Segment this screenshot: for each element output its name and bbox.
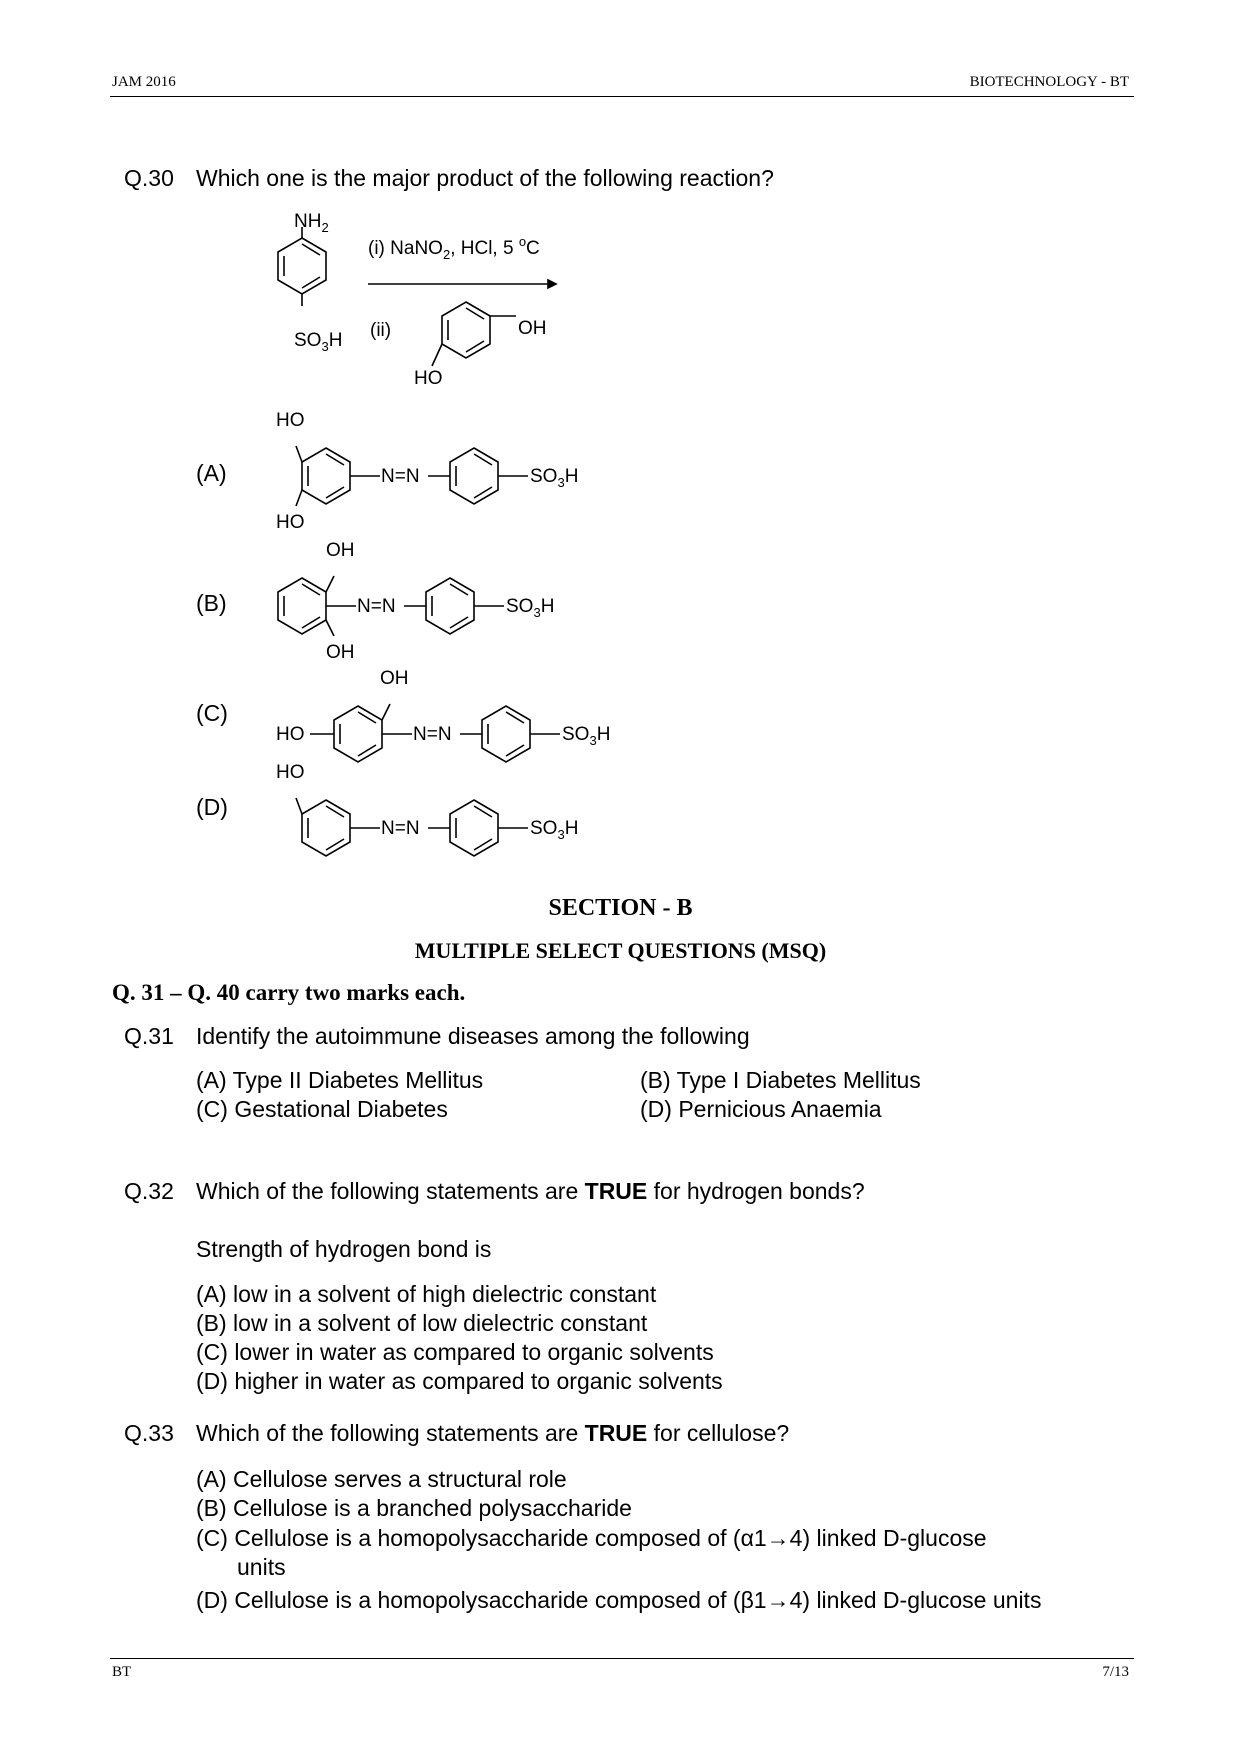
option-b-acid-label: $SO_3H$	[506, 596, 555, 620]
footer-left: BT	[112, 1664, 132, 1680]
q33-option-b[interactable]: (B) Cellulose is a branched polysaccharide	[196, 1495, 632, 1521]
q31-option-b[interactable]: (B) Type I Diabetes Mellitus	[640, 1067, 921, 1093]
q31-option-d[interactable]: (D) Pernicious Anaemia	[640, 1096, 882, 1122]
step1-conditions: (i) NaNO$_2$, HCl, 5 $^o$C	[368, 234, 540, 262]
option-c-left-label: HO	[276, 724, 305, 745]
option-a-acid-label: $SO_3H$	[530, 466, 579, 490]
q30-option-b-label[interactable]: (B)	[196, 590, 227, 616]
option-a-bottom-label: HO	[276, 512, 305, 533]
reactant-sulfonic-label: $SO_3H$	[294, 330, 343, 354]
q33-option-d[interactable]: (D) Cellulose is a homopolysaccharide composed of (β1→4) linked D-glucose units	[196, 1587, 1042, 1613]
q30-text: Which one is the major product of the following reaction?	[196, 165, 774, 191]
q30-option-a-label[interactable]: (A)	[196, 460, 227, 486]
option-b-bottom-label: OH	[326, 642, 355, 663]
q32-lead: Strength of hydrogen bond is	[196, 1236, 492, 1262]
option-a-top-label: HO	[276, 410, 305, 431]
step2-label: (ii)	[370, 320, 392, 341]
q31-number: Q.31	[124, 1023, 174, 1049]
option-c-acid-label: $SO_3H$	[562, 724, 611, 748]
header-right: BIOTECHNOLOGY - BT	[969, 74, 1129, 90]
q33-option-c-continued: units	[237, 1554, 286, 1580]
option-b-top-label: OH	[326, 540, 355, 561]
section-subtitle: MULTIPLE SELECT QUESTIONS (MSQ)	[414, 938, 827, 963]
resorcinol-ho-label: HO	[414, 368, 443, 389]
q32-option-d[interactable]: (D) higher in water as compared to organic solvents	[196, 1368, 723, 1394]
q32-number: Q.32	[124, 1178, 174, 1204]
q33-text: Which of the following statements are TRUE for cellulose?	[196, 1420, 790, 1446]
option-c-azo-label: N=N	[413, 724, 452, 745]
option-c-top-label: OH	[380, 668, 409, 689]
q32-option-c[interactable]: (C) lower in water as compared to organic solvents	[196, 1339, 714, 1365]
q31-option-a[interactable]: (A) Type II Diabetes Mellitus	[196, 1067, 484, 1093]
footer-right: 7/13	[1102, 1664, 1129, 1680]
q31-option-c[interactable]: (C) Gestational Diabetes	[196, 1096, 448, 1122]
header-left: JAM 2016	[112, 74, 176, 90]
q33-option-a[interactable]: (A) Cellulose serves a structural role	[196, 1466, 567, 1492]
q30-number: Q.30	[124, 165, 174, 191]
option-b-azo-label: N=N	[357, 596, 396, 617]
option-d-top-label: HO	[276, 762, 305, 783]
option-d-acid-label: $SO_3H$	[530, 818, 579, 842]
q30-option-d-label[interactable]: (D)	[196, 794, 228, 820]
marks-note: Q. 31 – Q. 40 carry two marks each.	[112, 980, 466, 1005]
reactant-amino-label: $NH_2$	[294, 211, 329, 235]
q33-number: Q.33	[124, 1420, 174, 1446]
footer-rule	[110, 1658, 1134, 1659]
q32-option-a[interactable]: (A) low in a solvent of high dielectric constant	[196, 1281, 657, 1307]
q31-text: Identify the autoimmune diseases among the following	[196, 1023, 750, 1049]
q32-text: Which of the following statements are TRUE for hydrogen bonds?	[196, 1178, 865, 1204]
q30-option-c-label[interactable]: (C)	[196, 700, 228, 726]
option-a-azo-label: N=N	[381, 466, 420, 487]
option-d-azo-label: N=N	[381, 818, 420, 839]
section-title: SECTION - B	[548, 895, 693, 921]
resorcinol-oh-label: OH	[518, 318, 547, 339]
q32-option-b[interactable]: (B) low in a solvent of low dielectric constant	[196, 1310, 648, 1336]
q33-option-c[interactable]: (C) Cellulose is a homopolysaccharide composed of (α1→4) linked D-glucose	[196, 1525, 987, 1551]
